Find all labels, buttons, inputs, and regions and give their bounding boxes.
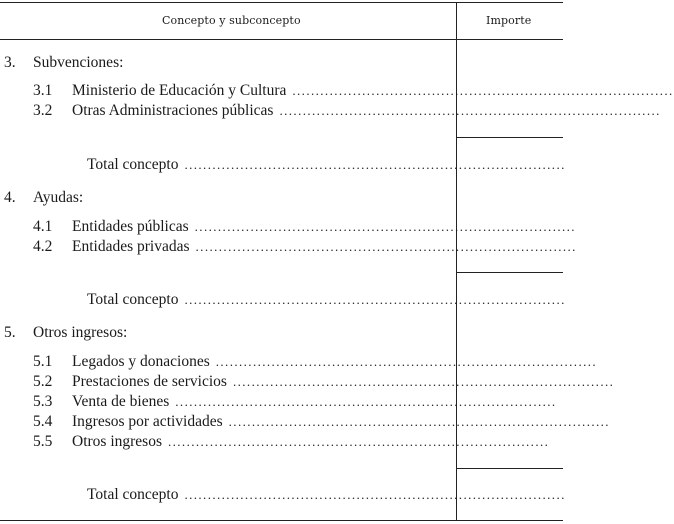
dot-leader: ..................................................................................: [279, 103, 661, 118]
subconcept-number: 5.2: [33, 373, 53, 390]
subconcept-number: 4.2: [33, 238, 53, 255]
importe-rule-section-3: [456, 137, 563, 138]
total-label: Total concepto: [87, 156, 179, 173]
subconcept-label: Ministerio de Educación y Cultura: [72, 82, 287, 99]
dot-leader: ..................................................................................: [184, 487, 566, 502]
subconcept-number: 5.1: [33, 353, 53, 370]
subconcept-row: [0, 352, 598, 372]
subconcept-number: 5.4: [33, 413, 53, 430]
table-top-rule: [0, 2, 563, 3]
section-title: Subvenciones:: [33, 54, 124, 71]
subconcept-label: Prestaciones de servicios: [72, 373, 227, 390]
dot-leader: ..................................................................................: [228, 414, 610, 429]
section-number: 3.: [4, 54, 16, 71]
total-row: [0, 290, 566, 310]
subconcept-label: Entidades privadas: [72, 238, 190, 255]
total-label: Total concepto: [87, 291, 179, 308]
dot-leader: ..................................................................................: [184, 157, 566, 172]
dot-leader: ..................................................................................: [292, 83, 674, 98]
header-concepto: Concepto y subconcepto: [162, 14, 301, 27]
dot-leader: ..................................................................................: [167, 434, 550, 449]
section-heading: [0, 188, 454, 208]
subconcept-row: [0, 81, 674, 101]
header-bottom-rule: [0, 39, 563, 40]
section-heading: [0, 53, 454, 73]
importe-rule-section-5: [456, 468, 563, 469]
subconcept-number: 3.1: [33, 82, 53, 99]
total-row: [0, 485, 566, 505]
section-title: Otros ingresos:: [33, 324, 128, 341]
subconcept-row: [0, 101, 661, 121]
dot-leader: ..................................................................................: [215, 354, 598, 369]
subconcept-label: Venta de bienes: [72, 393, 170, 410]
section-heading: [0, 323, 454, 343]
subconcept-row: [0, 237, 577, 257]
dot-leader: ..................................................................................: [194, 219, 576, 234]
dot-leader: ..................................................................................: [175, 394, 557, 409]
header-importe: Importe: [486, 14, 532, 27]
subconcept-row: [0, 217, 576, 237]
dot-leader: ..................................................................................: [184, 292, 566, 307]
subconcept-row: [0, 432, 550, 452]
subconcept-label: Ingresos por actividades: [72, 413, 223, 430]
subconcept-row: [0, 372, 615, 392]
subconcept-label: Otros ingresos: [72, 433, 162, 450]
dot-leader: ..................................................................................: [195, 239, 577, 254]
table-bottom-rule: [0, 520, 563, 521]
subconcept-row: [0, 392, 557, 412]
subconcept-number: 3.2: [33, 102, 53, 119]
total-label: Total concepto: [87, 486, 179, 503]
subconcept-number: 4.1: [33, 218, 53, 235]
dot-leader: ..................................................................................: [232, 374, 615, 389]
subconcept-row: [0, 412, 610, 432]
subconcept-label: Otras Administraciones públicas: [72, 102, 274, 119]
section-number: 4.: [4, 189, 16, 206]
total-row: [0, 155, 566, 175]
subconcept-label: Entidades públicas: [72, 218, 189, 235]
subconcept-number: 5.5: [33, 433, 53, 450]
subconcept-label: Legados y donaciones: [72, 353, 210, 370]
importe-rule-section-4: [456, 272, 563, 273]
section-number: 5.: [4, 324, 16, 341]
subconcept-number: 5.3: [33, 393, 53, 410]
section-title: Ayudas:: [33, 189, 84, 206]
